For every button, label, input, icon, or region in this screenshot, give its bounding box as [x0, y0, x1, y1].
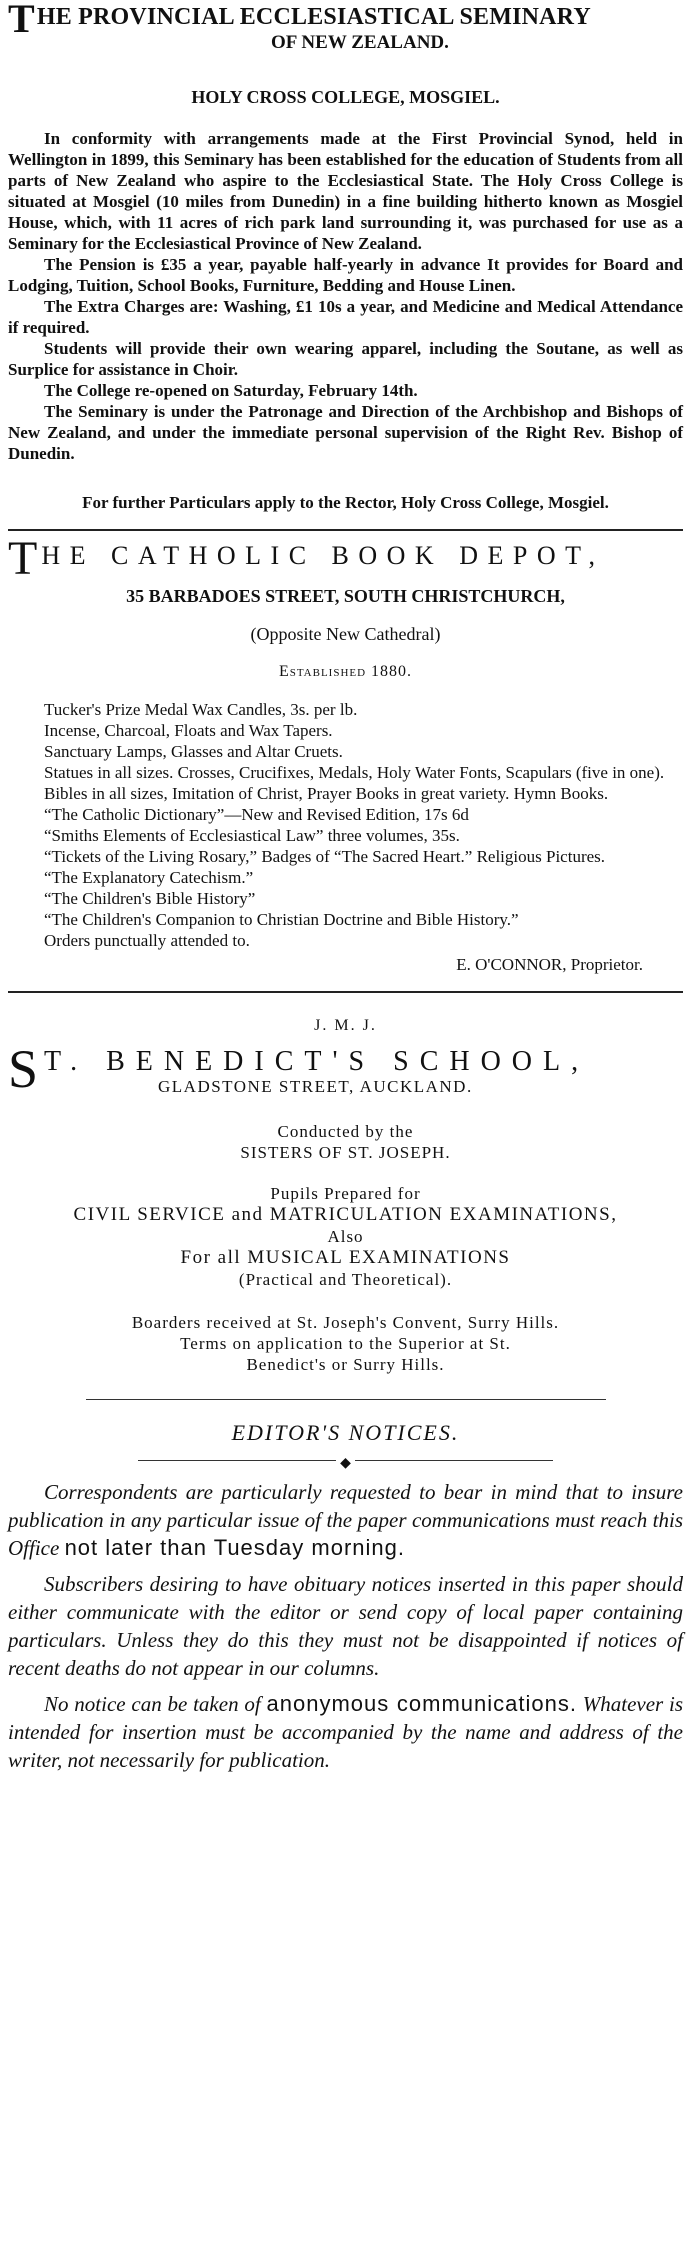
depot-item: “Smiths Elements of Ecclesiastical Law” three volumes, 35s. [44, 826, 460, 845]
depot-item: “The Children's Companion to Christian Doctrine and Bible History.” [44, 910, 519, 929]
seminary-paragraph: Students will provide their own wearing apparel, including the Soutane, as well as Surplice for assistance in Choir. [8, 339, 683, 379]
depot-item: Tucker's Prize Medal Wax Candles, 3s. per lb. [44, 700, 358, 719]
notice-subscribers: Subscribers desiring to have obituary notices inserted in this paper should either communicate with the editor or send copy of local paper containing particulars. Unless they do this they must not be disappointed if notices of recent deaths do not appear in our columns. [8, 1572, 683, 1680]
seminary-subtitle: OF NEW ZEALAND. [271, 32, 449, 53]
depot-title [8, 532, 683, 585]
seminary-body [8, 128, 683, 464]
notice-correspondents-text: Correspondents are particularly requested to bear in mind that to insure publication in any particular issue of the paper communications must reach this Office [8, 1480, 683, 1560]
college-name: HOLY CROSS COLLEGE, MOSGIEL. [191, 87, 500, 107]
notice-anonymous [8, 1690, 683, 1774]
school-boarders: Boarders received at St. Joseph's Convent, Surry Hills. [131, 1313, 560, 1332]
seminary-paragraph: The Extra Charges are: Washing, £1 10s a year, and Medicine and Medical Attendance if required. [8, 297, 683, 337]
depot-item: Statues in all sizes. Crosses, Crucifixes, Medals, Holy Water Fonts, Scapulars (five in one). [44, 763, 665, 782]
notice-correspondents [8, 1478, 683, 1562]
school-musical: For all MUSICAL EXAMINATIONS [180, 1247, 511, 1268]
school-exams: CIVIL SERVICE and MATRICULATION EXAMINATIONS, [73, 1204, 618, 1225]
seminary-title-rest: HE PROVINCIAL ECCLESIASTICAL SEMINARY [36, 4, 591, 30]
school-terms: Terms on application to the Superior at St. [180, 1334, 511, 1353]
seminary-paragraph: The Seminary is under the Patronage and Direction of the Archbishop and Bishops of New Zealand, and under the immediate personal supervision of the Right Rev. Bishop of Dunedin. [8, 402, 683, 463]
section-divider [8, 991, 683, 993]
editors-notices [8, 1420, 683, 1774]
diamond-icon: ◆ [336, 1458, 355, 1470]
school-advertisement [8, 1017, 683, 1399]
seminary-apply-note: For further Particulars apply to the Rector, Holy Cross College, Mosgiel. [82, 493, 609, 512]
seminary-title [8, 0, 683, 41]
depot-item: “The Explanatory Catechism.” [44, 868, 254, 887]
school-benedicts: Benedict's or Surry Hills. [246, 1355, 445, 1374]
depot-item: “The Catholic Dictionary”—New and Revised Edition, 17s 6d [44, 805, 469, 824]
school-jmj: J. M. J. [314, 1017, 377, 1034]
depot-item: Orders punctually attended to. [44, 931, 250, 950]
title-ornament [8, 1454, 683, 1471]
school-sisters: SISTERS OF ST. JOSEPH. [240, 1143, 451, 1162]
seminary-paragraph: The College re-opened on Saturday, February 14th. [44, 381, 418, 400]
seminary-advertisement [8, 0, 683, 513]
seminary-paragraph: The Pension is £35 a year, payable half-yearly in advance It provides for Board and Lodging, Tuition, School Books, Furniture, Bedding and House Linen. [8, 255, 683, 295]
seminary-paragraph: In conformity with arrangements made at the First Provincial Synod, held in Wellington in 1899, this Seminary has been established for the education of Students from all parts of New Zealand who aspire to the Ecclesiastical State. The Holy Cross College is situated at Mosgiel (10 miles from Dunedin) in a fine building hitherto known as Mosgiel House, which, with 11 acres of rich park land surrounding it, was purchased for use as a Seminary for the Ecclesiastical Province of New Zealand. [8, 129, 683, 253]
notice-anonymous-upright: anonymous communications. [266, 1691, 577, 1716]
school-conducted-by: Conducted by the [277, 1122, 414, 1141]
notice-deadline: not later than Tuesday morning. [64, 1535, 405, 1560]
depot-signature: E. O'CONNOR, Proprietor. [456, 955, 643, 974]
seminary-title-initial: T [8, 0, 35, 41]
school-address: GLADSTONE STREET, AUCKLAND. [158, 1077, 473, 1096]
depot-item: “The Children's Bible History” [44, 889, 256, 908]
depot-item: Sanctuary Lamps, Glasses and Altar Cruets. [44, 742, 343, 761]
depot-items [8, 699, 683, 951]
school-practical: (Practical and Theoretical). [238, 1270, 453, 1289]
book-depot-advertisement [8, 532, 683, 975]
notice-anonymous-lead: No notice can be taken of [44, 1692, 261, 1716]
depot-item: Bibles in all sizes, Imitation of Christ, Prayer Books in great variety. Hymn Books. [44, 784, 609, 803]
school-pupils-prepared: Pupils Prepared for [270, 1184, 421, 1203]
section-divider [86, 1399, 606, 1400]
section-divider [8, 529, 683, 531]
depot-item: “Tickets of the Living Rosary,” Badges of “The Sacred Heart.” Religious Pictures. [44, 847, 606, 866]
depot-item: Incense, Charcoal, Floats and Wax Tapers. [44, 721, 333, 740]
editors-notices-title: EDITOR'S NOTICES. [231, 1420, 460, 1445]
depot-opposite: (Opposite New Cathedral) [250, 624, 441, 644]
school-title-initial: S [8, 1039, 39, 1099]
editors-notices-body [8, 1478, 683, 1774]
school-also: Also [327, 1227, 364, 1246]
depot-title-rest: HE CATHOLIC BOOK DEPOT, [41, 541, 605, 570]
depot-title-initial: T [8, 532, 38, 585]
depot-address: 35 BARBADOES STREET, SOUTH CHRISTCHURCH, [126, 586, 565, 606]
notice-anonymous-rest: Whatever is intended for insertion must be accompanied by the name and address of the writer, not necessarily for publication. [8, 1692, 684, 1772]
school-title-rest: T. BENEDICT'S SCHOOL, [44, 1046, 590, 1077]
depot-established: Established 1880. [278, 663, 413, 680]
